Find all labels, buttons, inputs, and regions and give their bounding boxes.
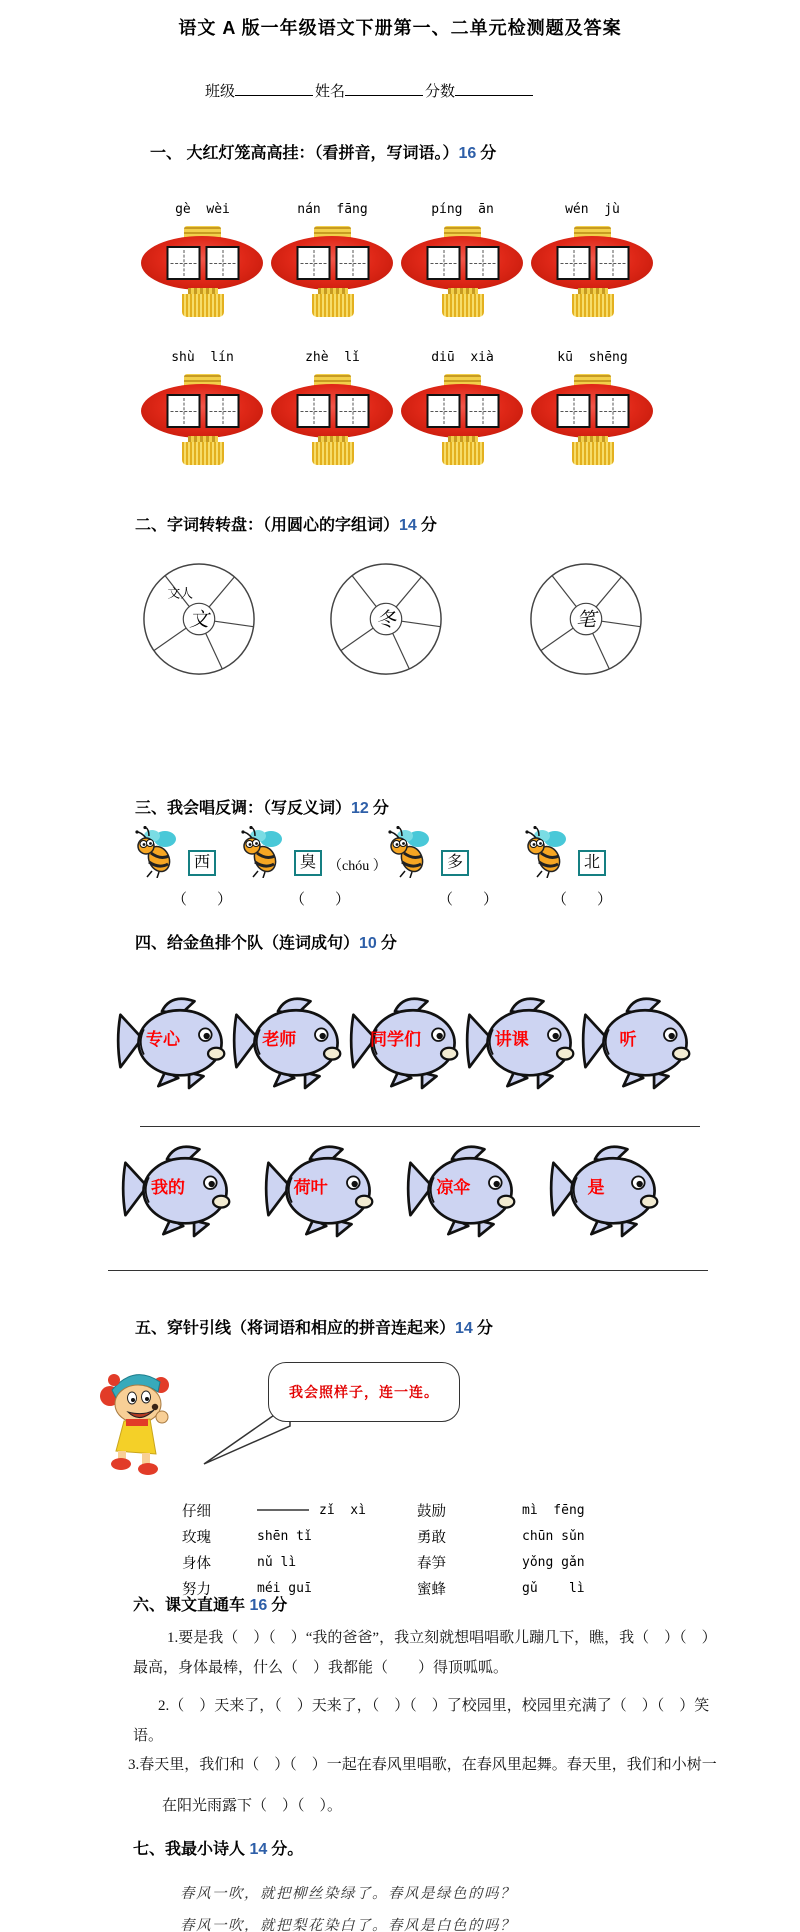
fish-word-label: 凉伞 — [436, 1178, 471, 1197]
writing-grid — [166, 394, 200, 428]
lantern-cell — [270, 202, 395, 318]
answer-parens: （ ） — [438, 892, 499, 908]
fish-word — [548, 1133, 660, 1245]
wheel-center-char: 文 — [189, 608, 209, 631]
pinyin-label: zhè lǐ — [305, 350, 360, 365]
fen-label: 分 — [271, 1597, 288, 1614]
fish-word-label: 专心 — [146, 1030, 180, 1049]
pinyin-note: （chóu ） — [328, 859, 387, 874]
lantern-cell — [140, 202, 265, 318]
match-pinyin: nǔ lì — [257, 1554, 297, 1570]
fish-word-label: 听 — [619, 1030, 637, 1049]
section7-heading-text: 七、我最小诗人 — [133, 1841, 246, 1858]
answer-line-2 — [108, 1270, 708, 1271]
match-word: 勇敢 — [417, 1529, 446, 1546]
match-word: 蜜蜂 — [417, 1581, 446, 1598]
lantern-icon — [140, 226, 265, 318]
match-pinyin: méi guī — [257, 1580, 312, 1596]
fish-word — [348, 985, 460, 1097]
pinyin-label: kū shēng — [557, 350, 628, 365]
class-blank-field — [235, 80, 313, 96]
fish-word — [120, 1133, 232, 1245]
writing-grid — [335, 246, 369, 280]
pinyin-label: shù lín — [171, 350, 234, 365]
lantern-cell — [530, 350, 655, 466]
wheel-sample-word: 文人 — [167, 586, 194, 601]
writing-grid — [556, 246, 590, 280]
lantern-icon — [400, 226, 525, 318]
bee-icon — [385, 826, 435, 878]
bee-icon — [132, 826, 182, 878]
fish-word — [405, 1133, 517, 1245]
speech-bubble — [268, 1362, 460, 1422]
section4-heading-text: 四、给金鱼排个队（连词成句） — [135, 935, 360, 952]
antonym-char-box: 臭 — [294, 850, 322, 876]
match-word: 身体 — [182, 1555, 211, 1572]
writing-grid — [556, 394, 590, 428]
pinyin-label: wén jù — [565, 202, 620, 217]
answer-parens: （ ） — [172, 892, 233, 908]
lantern-icon — [270, 226, 395, 318]
antonym-char-box: 西 — [188, 850, 216, 876]
cloze-sentence-1-line-2: 最高，身体最棒，什么（ ）我都能（ ）得顶呱呱。 — [133, 1660, 509, 1676]
fish-word-label: 同学们 — [370, 1030, 421, 1049]
matching-exercise — [182, 1497, 657, 1601]
section5-heading-text: 五、穿针引线（将词语和相应的拼音连起来） — [135, 1320, 456, 1337]
section6-heading-text: 六、课文直通车 — [133, 1597, 246, 1614]
fish-word — [580, 985, 692, 1097]
fish-word — [263, 1133, 375, 1245]
example-connect-line — [257, 1509, 309, 1511]
lantern-cell — [140, 350, 265, 466]
match-pinyin: yǒng gǎn — [522, 1554, 585, 1570]
section7-score: 14 — [249, 1841, 268, 1858]
match-word: 鼓励 — [417, 1503, 446, 1520]
class-label: 班级 — [205, 84, 236, 100]
writing-grid — [595, 394, 629, 428]
section3-score: 12 — [351, 800, 369, 817]
antonym-char-box: 北 — [578, 850, 606, 876]
cloze-sentence-1-line-1: 1.要是我（ ）（ ）“我的爸爸”，我立刻就想唱唱歌儿蹦几下，瞧，我（ ）（ ） — [167, 1630, 717, 1646]
lantern-icon — [270, 374, 395, 466]
name-blank-field — [345, 80, 423, 96]
match-word: 春笋 — [417, 1555, 446, 1572]
score-blank-field — [455, 80, 533, 96]
section6-score: 16 — [249, 1597, 268, 1614]
word-wheel-bi — [527, 560, 645, 682]
antonym-item — [522, 826, 606, 878]
wheel-center-char: 笔 — [576, 608, 596, 631]
section1-heading-text: 一、 大红灯笼高高挂：（看拼音，写词语。） — [150, 145, 459, 162]
lantern-icon — [140, 374, 265, 466]
section2-score: 14 — [399, 517, 417, 534]
section5-score: 14 — [455, 1320, 473, 1337]
fish-word-label: 我的 — [151, 1178, 185, 1197]
answer-line-1 — [140, 1126, 700, 1127]
section3-heading — [135, 795, 389, 818]
section3-heading-text: 三、我会唱反调：（写反义词） — [135, 800, 352, 817]
page-title: 语文 A 版一年级语文下册第一、二单元检测题及答案 — [178, 18, 622, 38]
name-label: 姓名 — [315, 84, 346, 100]
bee-icon — [238, 826, 288, 878]
writing-grid — [205, 246, 239, 280]
pinyin-label: diū xià — [431, 350, 494, 365]
fish-word-label: 是 — [587, 1178, 605, 1197]
section6-heading — [133, 1592, 287, 1615]
match-pinyin: mì fēng — [522, 1502, 585, 1518]
writing-grid — [335, 394, 369, 428]
fish-word-label: 荷叶 — [293, 1178, 328, 1197]
writing-grid — [426, 246, 460, 280]
writing-grid — [426, 394, 460, 428]
fen-label: 分 — [480, 145, 497, 162]
lantern-cell — [400, 350, 525, 466]
lantern-row-1 — [140, 202, 655, 318]
writing-grid — [465, 246, 499, 280]
section2-heading — [135, 512, 437, 535]
pinyin-label: nán fāng — [297, 202, 368, 217]
match-word: 努力 — [182, 1581, 211, 1598]
word-wheel-dong — [327, 560, 445, 682]
match-pinyin: shēn tǐ — [257, 1528, 312, 1544]
pinyin-label: gè wèi — [175, 202, 230, 217]
fish-word-label: 讲课 — [494, 1030, 529, 1049]
fish-word-row-1 — [115, 985, 692, 1097]
poem-line-1: 春风一吹，就把柳丝染绿了。春风是绿色的吗？ — [180, 1886, 516, 1902]
cloze-sentence-3-line-2: 在阳光雨露下（ ）（ ）。 — [162, 1798, 343, 1814]
cloze-sentence-2-line-1: 2.（ ）天来了，（ ）天来了，（ ）（ ）了校园里，校园里充满了（ ）（ ）笑 — [158, 1698, 710, 1714]
section1-score: 16 — [458, 145, 477, 162]
cartoon-mascot-icon — [98, 1360, 178, 1485]
section7-heading — [133, 1836, 303, 1859]
fish-word-row-2 — [120, 1133, 660, 1245]
antonym-item — [132, 826, 216, 878]
section4-score: 10 — [359, 935, 377, 952]
lantern-icon — [530, 226, 655, 318]
bee-icon — [522, 826, 572, 878]
fish-word — [115, 985, 227, 1097]
writing-grid — [296, 246, 330, 280]
antonym-char-box: 多 — [441, 850, 469, 876]
student-info-line — [205, 80, 535, 101]
lantern-icon — [400, 374, 525, 466]
section4-heading — [135, 930, 397, 953]
fen-label: 分。 — [271, 1841, 304, 1858]
match-pinyin: chūn sǔn — [522, 1528, 585, 1544]
lantern-cell — [530, 202, 655, 318]
match-word: 玫瑰 — [182, 1529, 211, 1546]
match-pinyin: zǐ xì — [257, 1503, 417, 1518]
match-pinyin: gǔ lì — [522, 1580, 585, 1596]
fen-label: 分 — [380, 935, 397, 952]
writing-grid — [166, 246, 200, 280]
section2-heading-text: 二、字词转转盘：（用圆心的字组词） — [135, 517, 400, 534]
word-wheel-wen — [140, 560, 258, 682]
cloze-sentence-2-line-2: 语。 — [133, 1728, 164, 1744]
pinyin-label: píng ān — [431, 202, 494, 217]
writing-grid — [595, 246, 629, 280]
section1-heading — [150, 140, 496, 163]
fen-label: 分 — [372, 800, 389, 817]
writing-grid — [205, 394, 239, 428]
speech-bubble-text: 我会照样子，连一连。 — [289, 1386, 439, 1401]
fish-word — [464, 985, 576, 1097]
lantern-cell — [270, 350, 395, 466]
lantern-icon — [530, 374, 655, 466]
wheel-center-char: 冬 — [376, 608, 396, 631]
lantern-cell — [400, 202, 525, 318]
lantern-row-2 — [140, 350, 655, 466]
writing-grid — [465, 394, 499, 428]
fish-word — [231, 985, 343, 1097]
fen-label: 分 — [420, 517, 437, 534]
answer-parens: （ ） — [552, 892, 613, 908]
antonym-item — [238, 826, 387, 878]
poem-line-2: 春风一吹，就把梨花染白了。春风是白色的吗？ — [180, 1918, 516, 1932]
fish-word-label: 老师 — [262, 1030, 297, 1049]
score-label: 分数 — [425, 84, 456, 100]
fen-label: 分 — [476, 1320, 493, 1337]
writing-grid — [296, 394, 330, 428]
cloze-sentence-3-line-1: 3.春天里，我们和（ ）（ ）一起在春风里唱歌，在春风里起舞。春天里，我们和小树一 — [128, 1757, 717, 1773]
answer-parens: （ ） — [290, 892, 351, 908]
match-word: 仔细 — [182, 1503, 211, 1520]
section5-heading — [135, 1315, 493, 1338]
antonym-item — [385, 826, 469, 878]
